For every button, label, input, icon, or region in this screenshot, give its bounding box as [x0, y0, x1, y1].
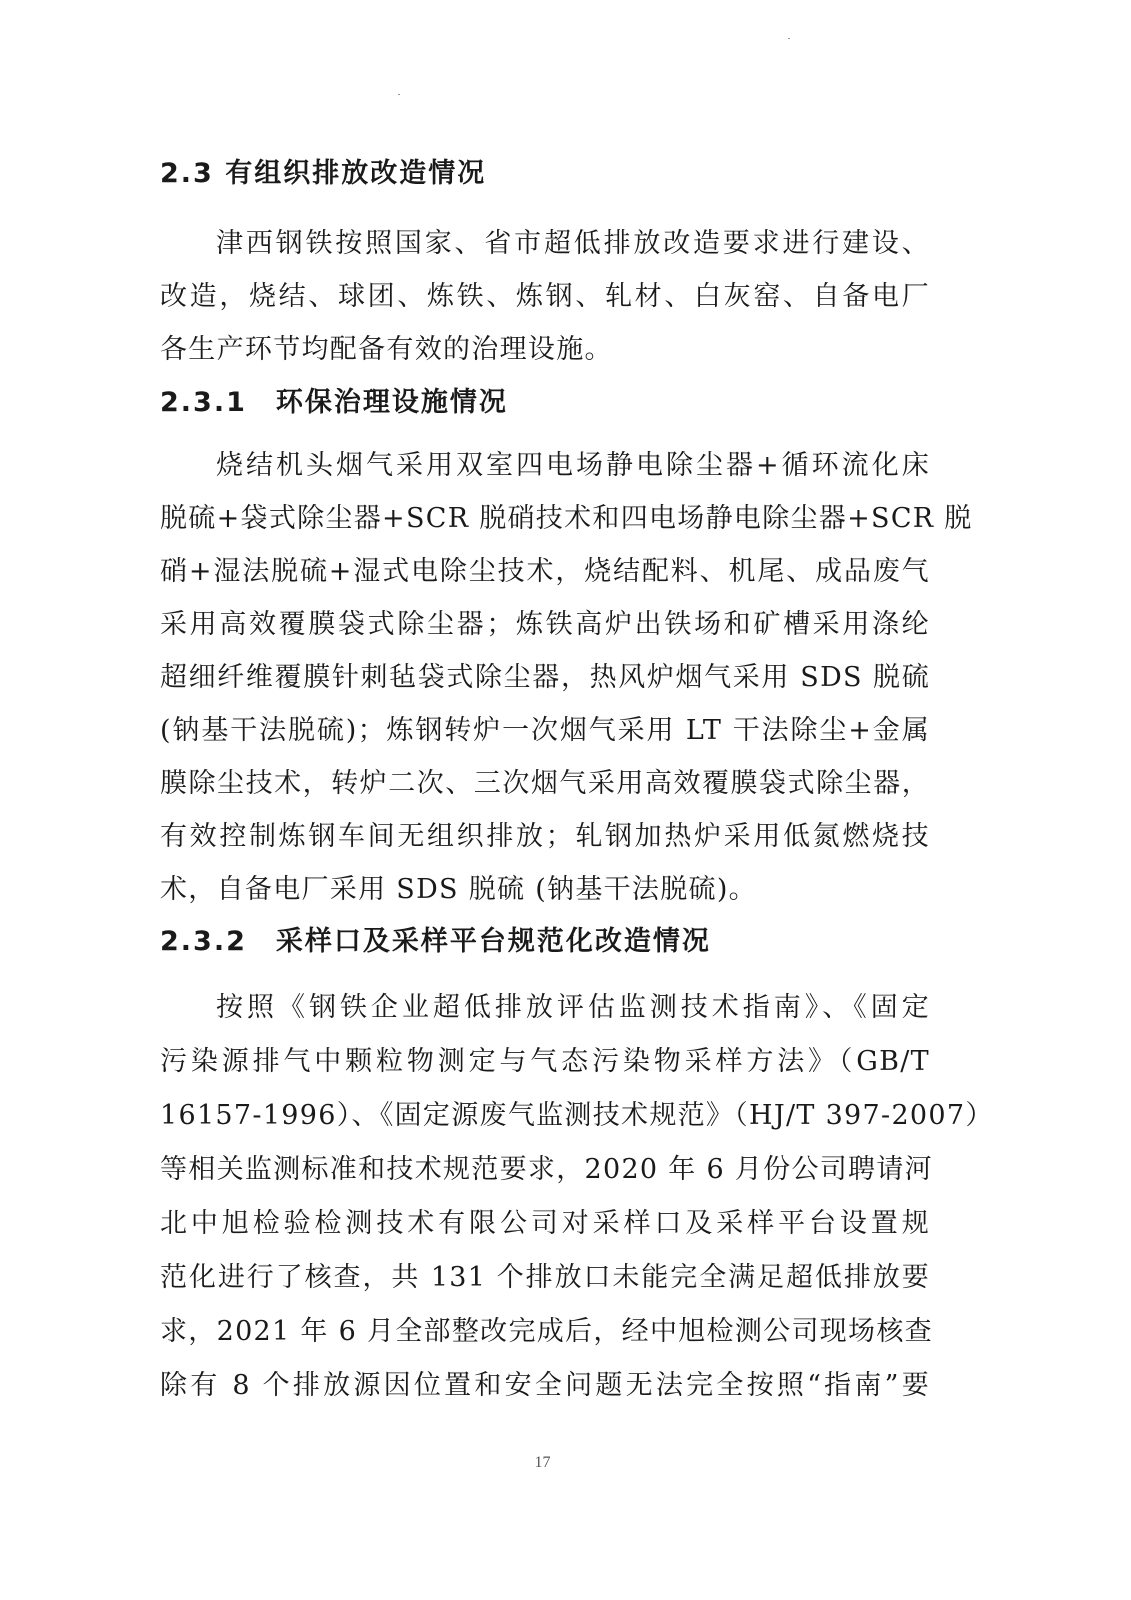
paragraph-line: 有效控制炼钢车间无组织排放；轧钢加热炉采用低氮燃烧技 [160, 821, 930, 852]
paragraph-line: 各生产环节均配备有效的治理设施。 [160, 334, 613, 365]
paragraph-line: 16157-1996）、《固定源废气监测技术规范》（HJ/T 397-2007） [160, 1100, 994, 1131]
scan-speck [788, 38, 790, 39]
paragraph-line: 改造，烧结、球团、炼铁、炼钢、轧材、白灰窑、自备电厂 [160, 281, 930, 312]
section-2-3-heading: 2.3 有组织排放改造情况 [160, 158, 487, 189]
section-2-3-1-heading: 2.3.1 环保治理设施情况 [160, 387, 508, 418]
paragraph-line: 按照《钢铁企业超低排放评估监测技术指南》、《固定 [216, 992, 930, 1023]
section-2-3-2-heading: 2.3.2 采样口及采样平台规范化改造情况 [160, 926, 711, 957]
paragraph-line: 污染源排气中颗粒物测定与气态污染物采样方法》（GB/T [160, 1046, 930, 1077]
paragraph-line: (钠基干法脱硫)；炼钢转炉一次烟气采用 LT 干法除尘+金属 [160, 715, 930, 746]
paragraph-line: 北中旭检验检测技术有限公司对采样口及采样平台设置规 [160, 1208, 930, 1239]
paragraph-line: 等相关监测标准和技术规范要求，2020 年 6 月份公司聘请河 [160, 1154, 933, 1185]
paragraph-line: 范化进行了核查，共 131 个排放口未能完全满足超低排放要 [160, 1262, 930, 1293]
paragraph-line: 津西钢铁按照国家、省市超低排放改造要求进行建设、 [216, 228, 930, 259]
paragraph-line: 术，自备电厂采用 SDS 脱硫 (钠基干法脱硫)。 [160, 874, 757, 905]
paragraph-line: 膜除尘技术，转炉二次、三次烟气采用高效覆膜袋式除尘器， [160, 768, 930, 799]
paragraph-line: 超细纤维覆膜针刺毡袋式除尘器，热风炉烟气采用 SDS 脱硫 [160, 662, 930, 693]
paragraph-line: 求，2021 年 6 月全部整改完成后，经中旭检测公司现场核查 [160, 1316, 933, 1347]
page-number: 17 [534, 1454, 551, 1471]
paragraph-line: 烧结机头烟气采用双室四电场静电除尘器+循环流化床 [216, 450, 930, 481]
scan-speck [398, 94, 400, 95]
paragraph-line: 采用高效覆膜袋式除尘器；炼铁高炉出铁场和矿槽采用涤纶 [160, 609, 930, 640]
paragraph-line: 除有 8 个排放源因位置和安全问题无法完全按照“指南”要 [160, 1370, 930, 1401]
paragraph-line: 脱硫+袋式除尘器+SCR 脱硝技术和四电场静电除尘器+SCR 脱 [160, 503, 973, 534]
paragraph-line: 硝+湿法脱硫+湿式电除尘技术，烧结配料、机尾、成品废气 [160, 556, 930, 587]
